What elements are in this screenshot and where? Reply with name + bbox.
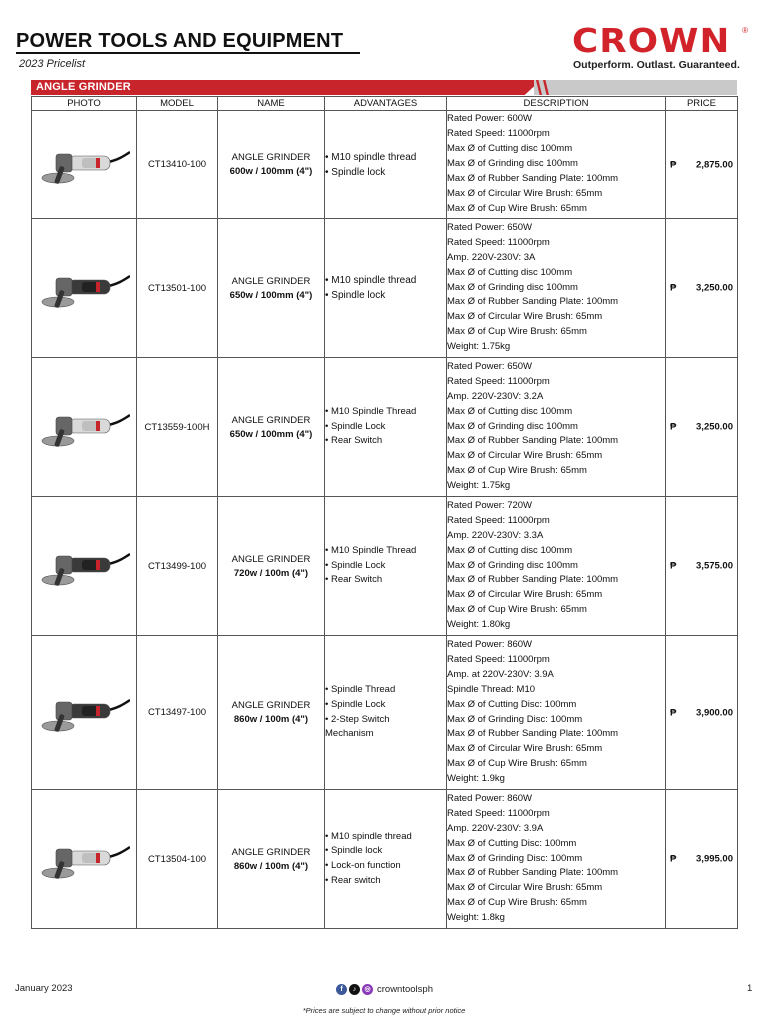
- description-cell: [447, 790, 666, 929]
- advantage-item: Mechanism: [325, 728, 374, 740]
- angle-grinder-grey-image: [38, 395, 130, 457]
- table-row: [32, 636, 738, 790]
- description-cell: [447, 636, 666, 790]
- spec-line: Max Ø of Circular Wire Brush: 65mm: [447, 187, 603, 199]
- spec-line: Max Ø of Rubber Sanding Plate: 100mm: [447, 172, 619, 184]
- model-cell: CT13499-100: [137, 497, 218, 636]
- column-header-name: NAME: [218, 97, 325, 111]
- advantage-item: • M10 Spindle Thread: [325, 405, 417, 417]
- social-handle[interactable]: crowntoolsph: [377, 983, 433, 995]
- advantages-cell: [325, 111, 447, 219]
- spec-line: Max Ø of Cup Wire Brush: 65mm: [447, 326, 587, 338]
- price-cell: [666, 358, 738, 497]
- angle-grinder-grey-image: [38, 132, 130, 194]
- spec-line: Max Ø of Circular Wire Brush: 65mm: [447, 589, 603, 601]
- price-cell: [666, 790, 738, 929]
- advantage-item: • Lock-on function: [325, 860, 401, 871]
- spec-line: Max Ø of Circular Wire Brush: 65mm: [447, 450, 603, 462]
- table-row: [32, 111, 738, 219]
- photo-cell: [32, 219, 137, 358]
- spec-line: Max Ø of Rubber Sanding Plate: 100mm: [447, 867, 619, 879]
- spec-line: Max Ø of Circular Wire Brush: 65mm: [447, 743, 603, 755]
- product-size: 720w / 100m (4"): [233, 567, 309, 579]
- advantage-item: • Rear switch: [325, 874, 381, 886]
- spec-line: Max Ø of Cup Wire Brush: 65mm: [447, 897, 587, 909]
- photo-cell: [32, 358, 137, 497]
- model-cell: CT13504-100: [137, 790, 218, 929]
- section-grey-band: [534, 80, 737, 95]
- description-cell: [447, 219, 666, 358]
- product-name: ANGLE GRINDER: [231, 414, 311, 426]
- product-name: ANGLE GRINDER: [231, 152, 311, 163]
- spec-line: Rated Power: 860W: [447, 792, 533, 804]
- name-cell: [218, 636, 325, 790]
- price-disclaimer: *Prices are subject to change without prior notice: [302, 1006, 466, 1015]
- photo-cell: [32, 497, 137, 636]
- page-number: 1: [747, 983, 753, 994]
- spec-line: Max Ø of Grinding disc 100mm: [447, 559, 578, 571]
- footer-social: [336, 982, 433, 996]
- advantage-item: • M10 spindle thread: [325, 275, 417, 286]
- advantage-item: • Spindle lock: [325, 290, 386, 301]
- spec-line: Max Ø of Cutting disc 100mm: [447, 266, 573, 278]
- price-amount: 3,900.00: [696, 707, 733, 718]
- angle-grinder-black-image: [38, 680, 130, 742]
- spec-line: Rated Power: 650W: [447, 360, 533, 372]
- facebook-icon[interactable]: f: [336, 984, 347, 995]
- spec-line: Max Ø of Grinding disc 100mm: [447, 281, 578, 293]
- spec-line: Max Ø of Circular Wire Brush: 65mm: [447, 882, 603, 894]
- spec-line: Weight: 1.75kg: [447, 480, 511, 492]
- spec-line: Max Ø of Cutting Disc: 100mm: [447, 837, 577, 849]
- table-row: [32, 497, 738, 636]
- product-name: ANGLE GRINDER: [231, 846, 311, 858]
- advantage-item: • Spindle Lock: [325, 420, 386, 432]
- product-size: 650w / 100mm (4"): [229, 428, 313, 440]
- name-cell: [218, 358, 325, 497]
- description-cell: [447, 358, 666, 497]
- price-amount: 3,995.00: [696, 853, 733, 865]
- product-size: 650w / 100mm (4"): [229, 289, 313, 301]
- spec-line: Max Ø of Rubber Sanding Plate: 100mm: [447, 574, 619, 586]
- currency-symbol: ₱: [670, 282, 677, 294]
- spec-line: Max Ø of Cutting Disc: 100mm: [447, 698, 577, 710]
- price-cell: [666, 111, 738, 219]
- price-table: [31, 96, 738, 929]
- name-cell: [218, 497, 325, 636]
- section-label: ANGLE GRINDER: [36, 81, 131, 93]
- product-name: ANGLE GRINDER: [231, 700, 311, 711]
- description-cell: [447, 111, 666, 219]
- column-header-model: MODEL: [137, 97, 218, 111]
- angle-grinder-black-image: [38, 534, 130, 596]
- spec-line: Rated Power: 720W: [447, 499, 533, 511]
- advantage-item: • Rear Switch: [325, 435, 383, 447]
- column-header-advantages: ADVANTAGES: [325, 97, 447, 111]
- spec-line: Amp. 220V-230V: 3.9A: [447, 822, 544, 834]
- spec-line: Max Ø of Grinding disc 100mm: [447, 420, 578, 432]
- instagram-icon[interactable]: ◎: [362, 984, 373, 995]
- spec-line: Max Ø of Cup Wire Brush: 65mm: [447, 604, 587, 616]
- table-header-row: [32, 97, 738, 111]
- spec-line: Weight: 1.80kg: [447, 619, 511, 631]
- spec-line: Rated Speed: 11000rpm: [447, 128, 550, 140]
- table-row: [32, 358, 738, 497]
- spec-line: Amp. 220V-230V: 3.3A: [447, 529, 544, 541]
- photo-cell: [32, 790, 137, 929]
- name-cell: [218, 219, 325, 358]
- spec-line: Max Ø of Cutting disc 100mm: [447, 405, 573, 417]
- description-cell: [447, 497, 666, 636]
- product-name: ANGLE GRINDER: [231, 553, 311, 565]
- spec-line: Max Ø of Rubber Sanding Plate: 100mm: [447, 435, 619, 447]
- spec-line: Amp. 220V-230V: 3A: [447, 251, 536, 263]
- model-cell: CT13559-100H: [137, 358, 218, 497]
- section-header-bar: [31, 80, 737, 95]
- price-cell: [666, 636, 738, 790]
- advantages-cell: [325, 790, 447, 929]
- column-header-price: PRICE: [666, 97, 738, 111]
- advantage-item: • M10 spindle thread: [325, 830, 412, 842]
- crown-logo: [572, 21, 752, 72]
- spec-line: Max Ø of Cup Wire Brush: 65mm: [447, 202, 587, 214]
- advantage-item: • M10 spindle thread: [325, 151, 417, 163]
- price-amount: 3,250.00: [696, 421, 733, 433]
- spec-line: Weight: 1.9kg: [447, 773, 505, 785]
- price-cell: [666, 219, 738, 358]
- price-amount: 2,875.00: [696, 159, 733, 170]
- price-amount: 3,575.00: [696, 560, 733, 572]
- advantage-item: • Spindle lock: [325, 166, 386, 178]
- advantage-item: • Spindle lock: [325, 845, 383, 857]
- spec-line: Max Ø of Grinding Disc: 100mm: [447, 852, 583, 864]
- price-amount: 3,250.00: [696, 282, 733, 294]
- column-header-photo: PHOTO: [32, 97, 137, 111]
- currency-symbol: ₱: [670, 707, 677, 718]
- spec-line: Amp. at 220V-230V: 3.9A: [447, 668, 554, 680]
- spec-line: Max Ø of Grinding Disc: 100mm: [447, 713, 583, 725]
- model-cell: CT13501-100: [137, 219, 218, 358]
- currency-symbol: ₱: [670, 421, 677, 433]
- column-header-description: DESCRIPTION: [447, 97, 666, 111]
- spec-line: Weight: 1.75kg: [447, 341, 511, 353]
- advantage-item: • 2-Step Switch: [325, 713, 390, 725]
- spec-line: Rated Speed: 11000rpm: [447, 375, 550, 387]
- photo-cell: [32, 111, 137, 219]
- page-subtitle: 2023 Pricelist: [19, 58, 86, 70]
- name-cell: [218, 111, 325, 219]
- angle-grinder-black-image: [38, 256, 130, 318]
- product-size: 600w / 100mm (4"): [229, 166, 313, 177]
- logo-registered-mark: ®: [742, 26, 748, 35]
- spec-line: Weight: 1.8kg: [447, 912, 505, 924]
- spec-line: Max Ø of Cutting disc 100mm: [447, 544, 573, 556]
- product-name: ANGLE GRINDER: [231, 275, 311, 287]
- spec-line: Max Ø of Rubber Sanding Plate: 100mm: [447, 728, 619, 740]
- spec-line: Rated Speed: 11000rpm: [447, 236, 550, 248]
- spec-line: Max Ø of Cup Wire Brush: 65mm: [447, 758, 587, 770]
- title-underline: [16, 52, 360, 54]
- advantages-cell: [325, 497, 447, 636]
- currency-symbol: ₱: [670, 560, 677, 572]
- spec-line: Max Ø of Circular Wire Brush: 65mm: [447, 311, 603, 323]
- logo-wordmark: CROWN: [572, 21, 731, 60]
- advantages-cell: [325, 219, 447, 358]
- table-row: [32, 219, 738, 358]
- advantage-item: • M10 Spindle Thread: [325, 544, 417, 556]
- spec-line: Spindle Thread: M10: [447, 683, 536, 695]
- footer-date: January 2023: [15, 983, 73, 994]
- spec-line: Rated Power: 600W: [447, 113, 533, 125]
- model-cell: CT13497-100: [137, 636, 218, 790]
- spec-line: Rated Speed: 11000rpm: [447, 807, 550, 819]
- advantage-item: • Spindle Thread: [325, 684, 396, 696]
- spec-line: Rated Speed: 11000rpm: [447, 653, 550, 665]
- tiktok-icon[interactable]: ♪: [349, 984, 360, 995]
- advantages-cell: [325, 358, 447, 497]
- product-size: 860w / 100m (4"): [233, 714, 309, 725]
- advantage-item: • Spindle Lock: [325, 559, 386, 571]
- angle-grinder-grey-image: [38, 827, 130, 889]
- spec-line: Rated Power: 860W: [447, 638, 533, 650]
- photo-cell: [32, 636, 137, 790]
- spec-line: Amp. 220V-230V: 3.2A: [447, 390, 544, 402]
- spec-line: Max Ø of Cup Wire Brush: 65mm: [447, 465, 587, 477]
- spec-line: Max Ø of Cutting disc 100mm: [447, 143, 573, 155]
- advantage-item: • Spindle Lock: [325, 698, 386, 710]
- table-row: [32, 790, 738, 929]
- advantage-item: • Rear Switch: [325, 574, 383, 586]
- product-size: 860w / 100m (4"): [233, 860, 309, 872]
- spec-line: Rated Power: 650W: [447, 221, 533, 233]
- price-cell: [666, 497, 738, 636]
- spec-line: Rated Speed: 11000rpm: [447, 514, 550, 526]
- name-cell: [218, 790, 325, 929]
- currency-symbol: ₱: [670, 853, 677, 865]
- model-cell: CT13410-100: [137, 111, 218, 219]
- logo-tagline: Outperform. Outlast. Guaranteed.: [573, 59, 740, 71]
- spec-line: Max Ø of Grinding disc 100mm: [447, 158, 578, 170]
- page-title: POWER TOOLS AND EQUIPMENT: [16, 30, 344, 52]
- advantages-cell: [325, 636, 447, 790]
- spec-line: Max Ø of Rubber Sanding Plate: 100mm: [447, 296, 619, 308]
- currency-symbol: ₱: [670, 159, 677, 170]
